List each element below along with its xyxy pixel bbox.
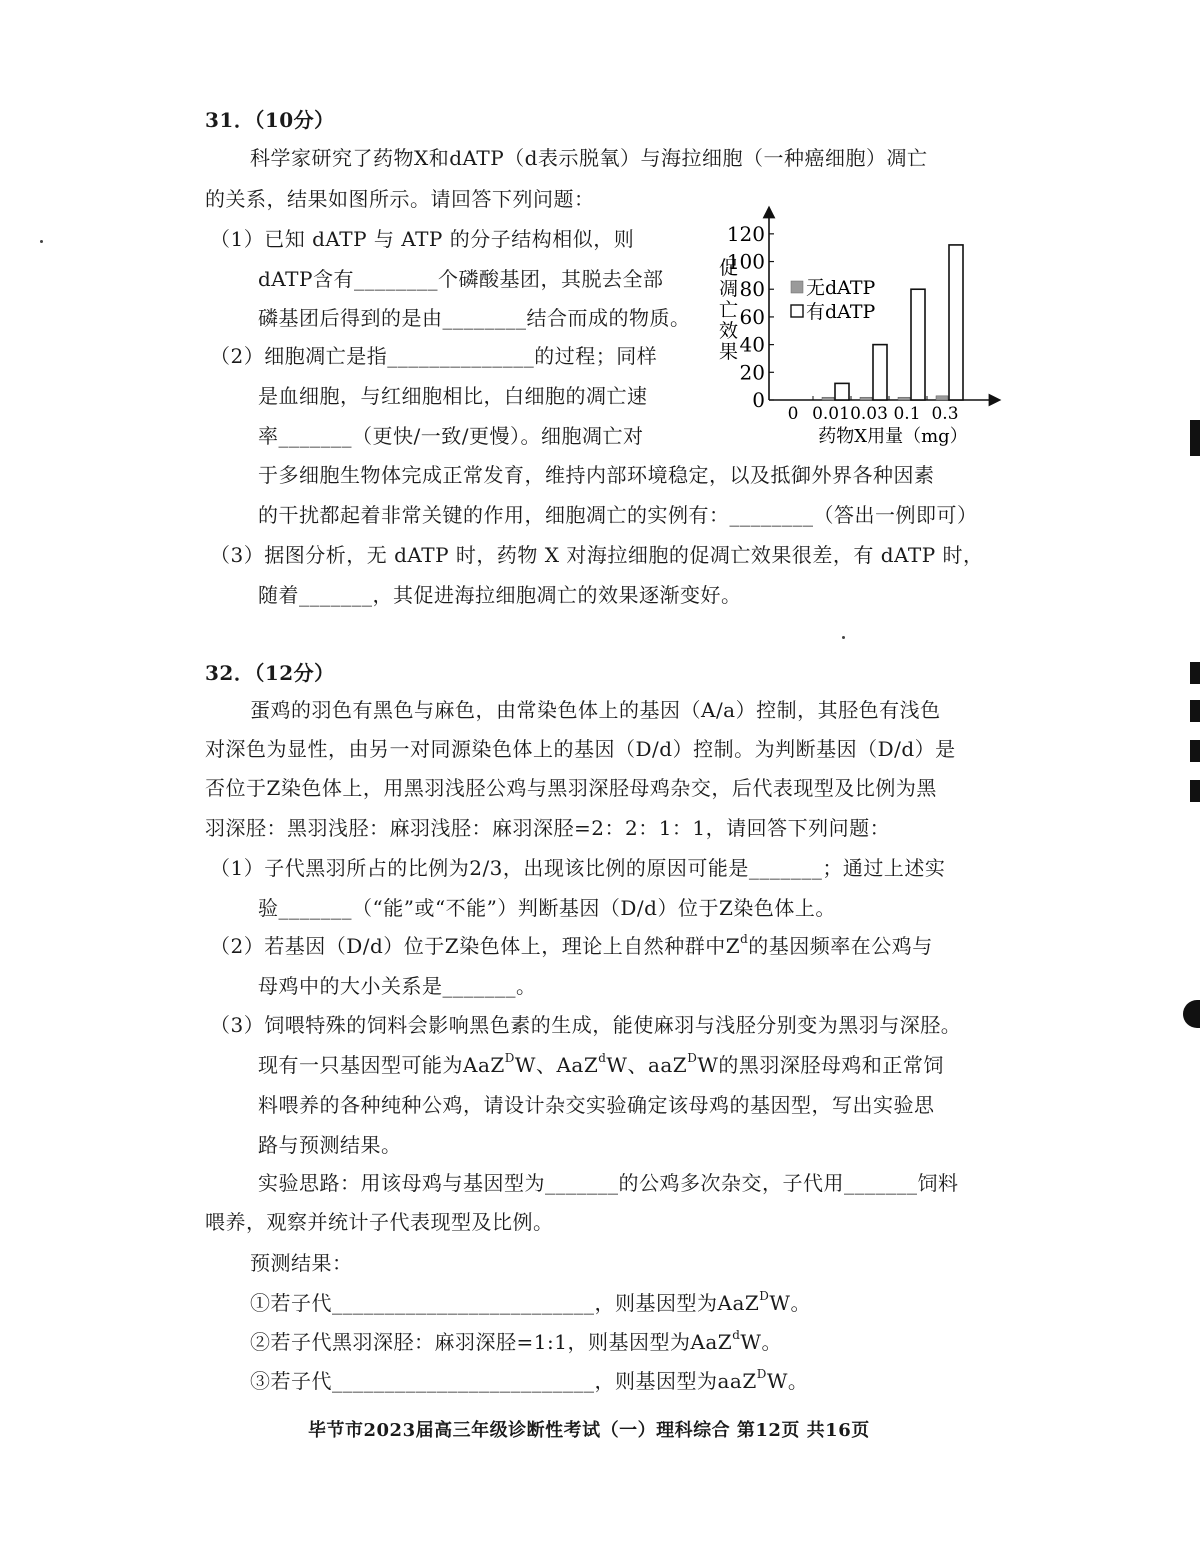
q31-part2-line5: 的干扰都起着非常关键的作用，细胞凋亡的实例有：________（答出一例即可） bbox=[258, 503, 978, 527]
chart-xlabel: 药物X用量（mg） bbox=[818, 426, 968, 447]
bar-with-datp bbox=[911, 289, 925, 400]
y-tick-label: 100 bbox=[726, 249, 765, 274]
q32-prediction-2: ②若子代黑羽深胫：麻羽深胫=1:1，则基因型为AaZ$^d$W。 bbox=[250, 1328, 782, 1354]
x-tick-label: 0.1 bbox=[893, 404, 921, 424]
q32-prediction-3: ③若子代_________________________，则基因型为aaZ$^D$W。 bbox=[250, 1367, 809, 1393]
q32-part3-line4: 路与预测结果。 bbox=[258, 1133, 402, 1157]
q32-intro-line1: 蛋鸡的羽色有黑色与麻色，由常染色体上的基因（A/a）控制，其胫色有浅色 bbox=[250, 698, 941, 722]
bar-no-datp bbox=[936, 396, 948, 400]
scan-edge-mark bbox=[1190, 740, 1200, 762]
scan-edge-mark bbox=[1190, 700, 1200, 722]
x-tick-label: 0.03 bbox=[850, 404, 888, 424]
scan-edge-mark bbox=[1190, 662, 1200, 684]
bar-with-datp bbox=[949, 245, 963, 400]
q31-part2-line3: 率_______（更快/一致/更慢）。细胞凋亡对 bbox=[258, 424, 644, 448]
q32-part2-line2: 母鸡中的大小关系是_______。 bbox=[258, 974, 537, 998]
q31-part2-line4: 于多细胞生物体完成正常发育，维持内部环境稳定，以及抵御外界各种因素 bbox=[258, 463, 935, 487]
q31-intro-line1: 科学家研究了药物X和dATP（d表示脱氧）与海拉细胞（一种癌细胞）凋亡 bbox=[250, 146, 928, 170]
q31-part2-line1: （2）细胞凋亡是指______________的过程；同样 bbox=[210, 344, 658, 368]
legend-label-no-datp: 无dATP bbox=[806, 277, 876, 299]
bar-with-datp bbox=[835, 383, 849, 400]
scan-edge-mark bbox=[1190, 420, 1200, 456]
apoptosis-bar-chart bbox=[705, 200, 1005, 450]
bar-no-datp bbox=[822, 397, 834, 400]
y-tick-label: 40 bbox=[739, 332, 765, 357]
chart-ylabel: 促凋亡效果 bbox=[716, 257, 738, 363]
q32-experiment-line2: 喂养，观察并统计子代表现型及比例。 bbox=[205, 1210, 554, 1234]
q31-part3-line1: （3）据图分析，无 dATP 时，药物 X 对海拉细胞的促凋亡效果很差，有 dATP 时， bbox=[210, 543, 984, 567]
q32-part1-line1: （1）子代黑羽所占的比例为2/3，出现该比例的原因可能是_______；通过上述实 bbox=[210, 856, 946, 880]
legend-label-with-datp: 有dATP bbox=[806, 301, 876, 323]
q32-experiment-line1: 实验思路：用该母鸡与基因型为_______的公鸡多次杂交，子代用_______饲料 bbox=[258, 1171, 959, 1195]
q31-part1-line1: （1）已知 dATP 与 ATP 的分子结构相似，则 bbox=[210, 227, 635, 251]
q32-heading: 32．（12分） bbox=[205, 661, 335, 685]
y-tick-label: 80 bbox=[739, 277, 765, 302]
q31-part2-line2: 是血细胞，与红细胞相比，白细胞的凋亡速 bbox=[258, 384, 648, 408]
page-footer: 毕节市2023届高三年级诊断性考试（一）理科综合 第12页 共16页 bbox=[308, 1420, 870, 1441]
q32-part2-line1: （2）若基因（D/d）位于Z染色体上，理论上自然种群中$Z^d$的基因频率在公鸡与 bbox=[210, 932, 933, 958]
q32-intro-line4: 羽深胫：黑羽浅胫：麻羽浅胫：麻羽深胫=2：2：1：1，请回答下列问题： bbox=[205, 816, 891, 840]
q32-part3-line3: 料喂养的各种纯种公鸡，请设计杂交实验确定该母鸡的基因型，写出实验思 bbox=[258, 1093, 935, 1117]
q32-intro-line3: 否位于Z染色体上，用黑羽浅胫公鸡与黑羽深胫母鸡杂交，后代表现型及比例为黑 bbox=[205, 776, 937, 800]
q31-part1-line3: 磷基团后得到的是由________结合而成的物质。 bbox=[258, 306, 691, 330]
y-tick-label: 120 bbox=[726, 221, 765, 246]
x-tick-label: 0.01 bbox=[812, 404, 850, 424]
q31-part3-line2: 随着_______，其促进海拉细胞凋亡的效果逐渐变好。 bbox=[258, 583, 742, 607]
legend-swatch-no-datp bbox=[791, 281, 803, 293]
q31-heading: 31．（10分） bbox=[205, 108, 335, 132]
q32-prediction-1: ①若子代_________________________，则基因型为AaZ$^D$W。 bbox=[250, 1289, 811, 1315]
q32-intro-line2: 对深色为显性，由另一对同源染色体上的基因（D/d）控制。为判断基因（D/d）是 bbox=[205, 737, 956, 761]
scan-edge-mark bbox=[1190, 780, 1200, 802]
q31-intro-line2: 的关系，结果如图所示。请回答下列问题： bbox=[205, 187, 595, 211]
x-tick-label: 0 bbox=[787, 404, 799, 424]
bar-no-datp bbox=[898, 397, 910, 400]
q32-prediction-label: 预测结果： bbox=[250, 1251, 353, 1275]
bar-with-datp bbox=[873, 345, 887, 400]
q32-part3-line2: 现有一只基因型可能为AaZ$^D$W、AaZ$^d$W、aaZ$^D$W的黑羽深胫母鸡和正常饲 bbox=[258, 1051, 944, 1077]
y-tick-label: 20 bbox=[739, 360, 765, 385]
x-tick-label: 0.3 bbox=[931, 404, 959, 424]
y-tick-label: 0 bbox=[752, 388, 765, 412]
q31-part1-line2: dATP含有________个磷酸基团，其脱去全部 bbox=[258, 267, 664, 291]
scan-hole-punch bbox=[1183, 1000, 1200, 1028]
bar-no-datp bbox=[860, 397, 872, 400]
scan-speck bbox=[842, 636, 845, 639]
y-tick-label: 60 bbox=[739, 304, 765, 329]
q32-part1-line2: 验_______（“能”或“不能”）判断基因（D/d）位于Z染色体上。 bbox=[258, 896, 836, 920]
legend-swatch-with-datp bbox=[791, 305, 803, 317]
q32-part3-line1: （3）饲喂特殊的饲料会影响黑色素的生成，能使麻羽与浅胫分别变为黑羽与深胫。 bbox=[210, 1013, 962, 1037]
scan-speck bbox=[40, 240, 43, 243]
